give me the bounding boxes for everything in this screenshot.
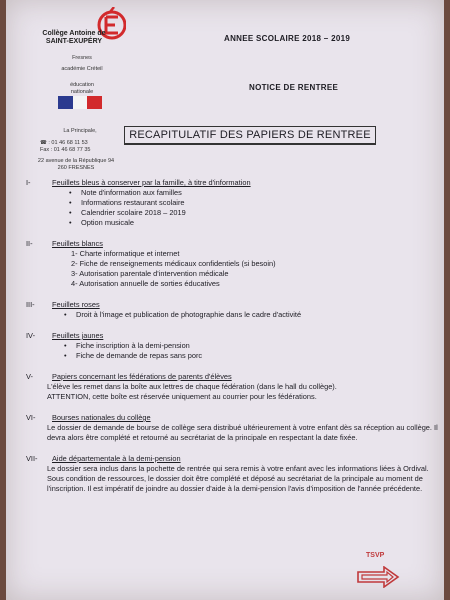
section-number: IV- — [26, 331, 36, 340]
school-year: ANNEE SCOLAIRE 2018 – 2019 — [224, 34, 351, 43]
section-1 — [26, 178, 438, 228]
telephone: ☎ : 01 46 68 11 53 — [40, 140, 88, 146]
document-body — [26, 178, 438, 505]
town: Fresnes — [72, 55, 92, 61]
fax: Fax : 01 46 68 77 35 — [40, 147, 91, 153]
section-title: Feuillets blancs — [52, 239, 103, 248]
list-item: • Droit à l'image et publication de photographie dans le cadre d'activité — [76, 310, 438, 320]
section-7 — [26, 454, 438, 494]
list-item: • Note d'information aux familles — [81, 188, 438, 198]
double-arrow-icon — [356, 566, 400, 588]
list-item: 3- Autorisation parentale d'intervention médicale — [71, 269, 229, 278]
section-title: Papiers concernant les fédérations de parents d'élèves — [52, 372, 232, 381]
section-6 — [26, 413, 438, 443]
list-item: 4- Autorisation annuelle de sorties éducatives — [71, 279, 220, 288]
section-title: Aide départementale à la demi-pension — [52, 454, 181, 463]
paragraph: Le dossier de demande de bourse de collège sera distribué ultérieurement à votre enfant dès sa réception au collège. Il devra alors être complété et retourné au secrétariat de la principale en respectant la date fixée. — [47, 423, 438, 442]
section-number: II- — [26, 239, 33, 248]
list-item: • Calendrier scolaire 2018 – 2019 — [81, 208, 438, 218]
academie: académie Créteil — [61, 66, 103, 72]
section-title: Bourses nationales du collège — [52, 413, 151, 422]
list-item: 2- Fiche de renseignements médicaux confidentiels (si besoin) — [71, 259, 276, 268]
tsvp-label: TSVP — [366, 552, 385, 559]
notice-title: NOTICE DE RENTREE — [249, 83, 339, 92]
section-3 — [26, 300, 438, 320]
section-number: VI- — [26, 413, 36, 422]
address: 22 avenue de la République 94 260 FRESNES — [37, 158, 115, 171]
list-item: 1- Charte informatique et internet — [71, 249, 180, 258]
principal: La Principale, — [63, 128, 97, 134]
section-number: VII- — [26, 454, 38, 463]
list-item: • Informations restaurant scolaire — [81, 198, 438, 208]
paragraph: Le dossier sera inclus dans la pochette de rentrée qui sera remis à votre enfant avec les informations liées à Ordival. Sous condition de ressources, le dossier doit être complété et déposé au secrétariat de la principale au moment de l'inscription. Il est impératif de joindre au dossier d'aide à la demi-pension l'avis d'imposition de l'année précédente. — [47, 464, 429, 493]
paragraph: ATTENTION, cette boîte est réservée uniquement au courrier pour les fédérations. — [47, 392, 317, 401]
section-title: Feuillets bleus à conserver par la famille, à titre d'information — [52, 178, 251, 187]
section-5 — [26, 372, 438, 402]
section-number: I- — [26, 178, 31, 187]
list-item: • Fiche inscription à la demi-pension — [76, 341, 438, 351]
section-title: Feuillets jaunes — [52, 331, 104, 340]
education: éducation nationale — [70, 82, 94, 95]
recap-title: RECAPITULATIF DES PAPIERS DE RENTREE — [124, 126, 376, 145]
paragraph: L'élève les remet dans la boîte aux lettres de chaque fédération (dans le hall du collège). — [47, 382, 337, 391]
section-4 — [26, 331, 438, 361]
republic-flag-icon — [58, 96, 102, 109]
document-page — [6, 0, 444, 600]
section-2 — [26, 239, 438, 289]
list-item: • Option musicale — [81, 218, 438, 228]
section-title: Feuillets roses — [52, 300, 100, 309]
list-item: • Fiche de demande de repas sans porc — [76, 351, 438, 361]
college-name: Collège Antoine de SAINT-EXUPÉRY — [42, 30, 106, 45]
section-number: V- — [26, 372, 33, 381]
section-number: III- — [26, 300, 35, 309]
